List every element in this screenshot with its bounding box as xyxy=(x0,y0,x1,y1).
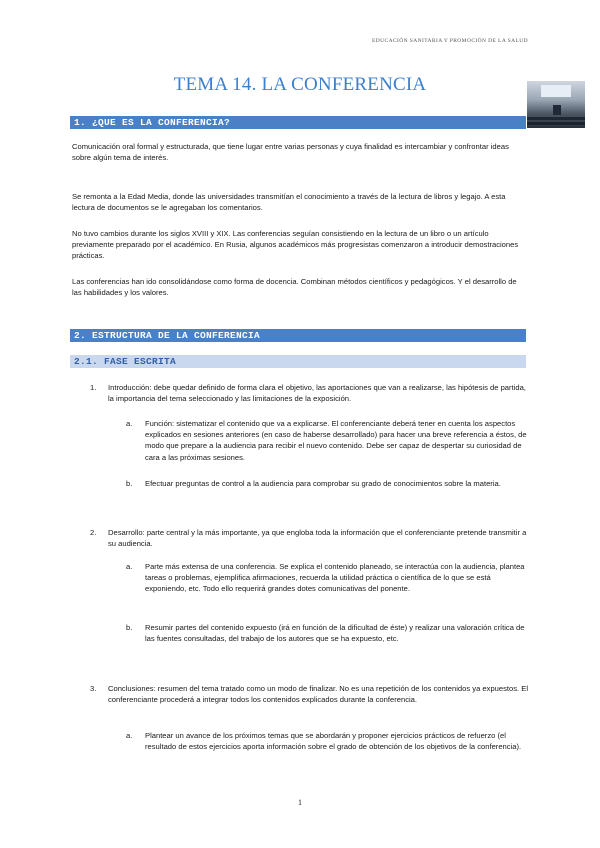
sublist-item: Función: sistematizar el contenido que va a explicarse. El conferenciante deberá tener en cuenta los aspectos explicados en sesiones anteriores (en caso de haberse desarrollado) para hacer una breve referencia a éstos, de modo que prepare a la audiencia para recibir el nuevo contenido. Debe ser capaz de despertar su curiosidad de cara a las próximas sesiones. xyxy=(145,419,527,462)
paragraph-definition: Comunicación oral formal y estructurada, que tiene lugar entre varias personas y cuya finalidad es intercambiar y confrontar ideas sobre algún tema de interés. xyxy=(72,142,509,163)
section-2-heading: 2. ESTRUCTURA DE LA CONFERENCIA xyxy=(70,329,526,342)
sublist-letter: a. xyxy=(126,562,133,571)
list-item-conclusiones: Conclusiones: resumen del tema tratado como un modo de finalizar. No es una repetición de los contenidos ya expuestos. El conferenciante procederá a integrar todos los contenidos explicados durante la conferencia. xyxy=(108,684,529,705)
sublist-letter: a. xyxy=(126,731,133,740)
list-number: 2. xyxy=(90,528,97,537)
sublist-letter: a. xyxy=(126,419,133,428)
page-number: 1 xyxy=(298,798,302,807)
sublist-item: Efectuar preguntas de control a la audiencia para comprobar su grado de conocimientos sobre la materia. xyxy=(145,479,501,488)
paragraph-history: Se remonta a la Edad Media, donde las universidades transmitían el conocimiento a través de la lectura de libros y legajo. A esta lectura de documentos se le agregaban los comentarios. xyxy=(72,192,506,213)
list-item-desarrollo: Desarrollo: parte central y la más importante, ya que engloba toda la información que el conferenciante pretende transmitir a su audiencia. xyxy=(108,528,527,549)
sublist-letter: b. xyxy=(126,623,133,632)
sublist-item: Parte más extensa de una conferencia. Se explica el contenido planeado, se interactúa con la audiencia, plantea tareas o problemas, ejemplifica afirmaciones, recuerda la utilidad práctica o científica de lo que se está exponiendo, etc. Todo ello requerirá grandes dotes comunicativas del ponente. xyxy=(145,562,525,594)
list-number: 1. xyxy=(90,383,97,392)
list-item-introduccion: Introducción: debe quedar definido de forma clara el objetivo, las aportaciones que van a realizarse, las hipótesis de partida, la importancia del tema seleccionado y las limitaciones de la exposición. xyxy=(108,383,526,404)
running-header: EDUCACIÓN SANITARIA Y PROMOCIÓN DE LA SALUD xyxy=(372,38,528,44)
paragraph-consolidation: Las conferencias han ido consolidándose como forma de docencia. Combinan métodos científicos y pedagógicos. Y el desarrollo de las habilidades y los valores. xyxy=(72,277,517,298)
list-number: 3. xyxy=(90,684,97,693)
sublist-item: Plantear un avance de los próximos temas que se abordarán y proponer ejercicios prácticos de refuerzo (el resultado de estos ejercicios aporta información sobre el grado de obtención de los objetivos de la conferencia). xyxy=(145,731,522,752)
section-1-heading: 1. ¿QUE ES LA CONFERENCIA? xyxy=(70,116,526,129)
subsection-2-1-heading: 2.1. FASE ESCRITA xyxy=(70,355,526,368)
document-title: TEMA 14. LA CONFERENCIA xyxy=(173,74,427,95)
sublist-letter: b. xyxy=(126,479,133,488)
paragraph-evolution: No tuvo cambios durante los siglos XVIII y XIX. Las conferencias seguían consistiendo en la lectura de un libro o un artículo previamente preparado por el académico. En Rusia, algunos académicos más progresistas comenzaron a introducir demostraciones prácticas. xyxy=(72,229,519,261)
sublist-item: Resumir partes del contenido expuesto (irá en función de la dificultad de éste) y realizar una valoración crítica de las fuentes consultadas, del trabajo de los autores que se ha expuesto, etc. xyxy=(145,623,525,644)
